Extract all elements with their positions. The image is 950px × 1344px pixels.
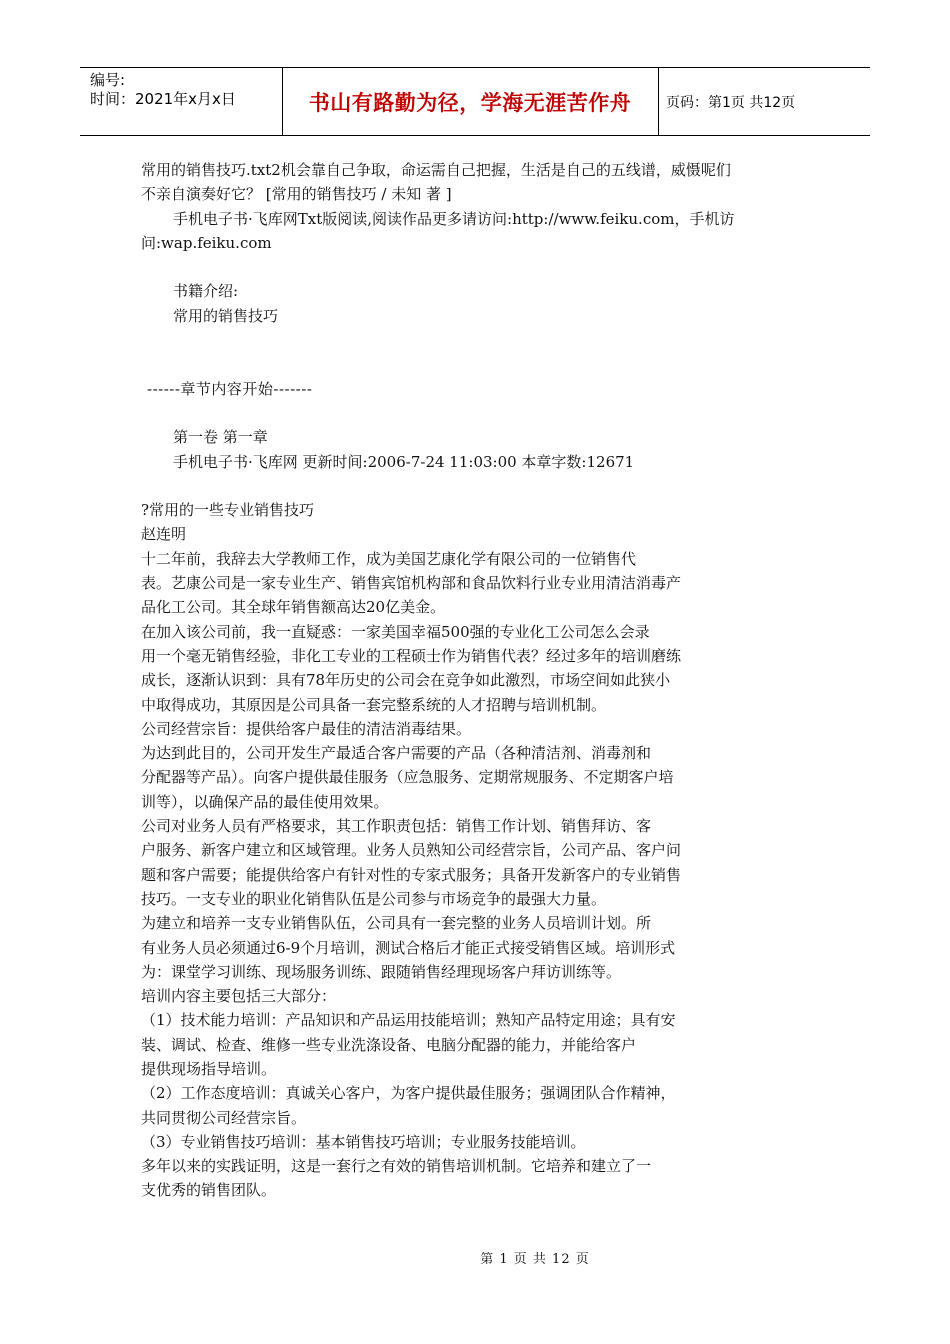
article-line: 有业务人员必须通过6-9个月培训，测试合格后才能正式接受销售区域。培训形式 bbox=[141, 938, 676, 957]
chapter-start-separator: ------章节内容开始------- bbox=[147, 379, 313, 398]
header-motto-cell bbox=[282, 67, 658, 136]
header-divider-right bbox=[658, 67, 659, 136]
footer-page-number: 第 1 页 共 12 页 bbox=[480, 1252, 590, 1267]
article-line: （2）工作态度培训：真诚关心客户，为客户提供最佳服务；强调团队合作精神， bbox=[141, 1084, 676, 1103]
time-label: 时间：2021年x月x日 bbox=[90, 90, 236, 108]
volume-heading: 第一卷 第一章 bbox=[173, 428, 268, 447]
article-line: 在加入该公司前，我一直疑惑：一家美国幸福500强的专业化工公司怎么会录 bbox=[141, 622, 650, 641]
article-line: 共同贯彻公司经营宗旨。 bbox=[141, 1108, 307, 1127]
article-line: 为：课堂学习训练、现场服务训练、跟随销售经理现场客户拜访训练等。 bbox=[141, 962, 622, 981]
article-text bbox=[141, 547, 831, 1203]
article-line: 题和客户需要；能提供给客户有针对性的专家式服务；具备开发新客户的专业销售 bbox=[141, 865, 682, 884]
article-line: 中取得成功，其原因是公司具备一套完整系统的人才招聘与培训机制。 bbox=[141, 695, 607, 714]
book-intro-text: 常用的销售技巧 bbox=[173, 306, 279, 325]
article-line: 公司对业务人员有严格要求，其工作职责包括：销售工作计划、销售拜访、客 bbox=[141, 817, 652, 836]
article-line: 为建立和培养一支专业销售队伍，公司具有一套完整的业务人员培训计划。所 bbox=[141, 914, 652, 933]
article-line: 训等），以确保产品的最佳使用效果。 bbox=[141, 792, 389, 811]
article-line: 装、调试、检查、维修一些专业洗涤设备、电脑分配器的能力，并能给客户 bbox=[141, 1035, 637, 1054]
article-line: 支优秀的销售团队。 bbox=[141, 1181, 277, 1200]
header-page-info: 页码：第1页 共12页 bbox=[666, 94, 796, 111]
article-line: 户服务、新客户建立和区域管理。业务人员熟知公司经营宗旨，公司产品、客户问 bbox=[141, 841, 682, 860]
intro-line-4: 问:wap.feiku.com bbox=[141, 233, 272, 252]
article-line: 技巧。一支专业的职业化销售队伍是公司参与市场竞争的最强大力量。 bbox=[141, 889, 607, 908]
intro-line-1: 常用的销售技巧.txt2机会靠自己争取，命运需自己把握，生活是自己的五线谱，威慑呢们 bbox=[141, 161, 731, 179]
book-intro-label: 书籍介绍: bbox=[173, 282, 239, 301]
article-line: 用一个毫无销售经验，非化工专业的工程硕士作为销售代表？经过多年的培训磨练 bbox=[141, 646, 682, 665]
intro-line-3: 手机电子书·飞库网Txt版阅读,阅读作品更多请访问:http://www.feiku.com，手机访 bbox=[173, 209, 735, 228]
article-author: 赵连明 bbox=[141, 525, 187, 544]
article-line: 成长，逐渐认识到：具有78年历史的公司会在竞争如此激烈，市场空间如此狭小 bbox=[141, 671, 671, 690]
article-title: ?常用的一些专业销售技巧 bbox=[141, 501, 315, 520]
article-line: 公司经营宗旨：提供给客户最佳的清洁消毒结果。 bbox=[141, 719, 472, 738]
article-line: （1）技术能力培训：产品知识和产品运用技能培训；熟知产品特定用途；具有安 bbox=[141, 1011, 676, 1030]
update-info: 手机电子书·飞库网 更新时间:2006-7-24 11:03:00 本章字数:12671 bbox=[173, 452, 635, 471]
article-line: 品化工公司。其全球年销售额高达20亿美金。 bbox=[141, 598, 446, 617]
document-body bbox=[141, 158, 831, 1203]
header-meta bbox=[90, 71, 280, 109]
intro-line-2: 不亲自演奏好它？ [常用的销售技巧 / 未知 著 ] bbox=[141, 185, 452, 204]
article-line: （3）专业销售技巧培训：基本销售技巧培训；专业服务技能培训。 bbox=[141, 1132, 586, 1151]
page-footer bbox=[0, 1248, 950, 1267]
article-line: 为达到此目的，公司开发生产最适合客户需要的产品（各种清洁剂、消毒剂和 bbox=[141, 744, 652, 763]
article-line: 分配器等产品）。向客户提供最佳服务（应急服务、定期常规服务、不定期客户培 bbox=[141, 768, 674, 787]
article-line: 提供现场指导培训。 bbox=[141, 1059, 277, 1078]
article-line: 多年以来的实践证明，这是一套行之有效的销售培训机制。它培养和建立了一 bbox=[141, 1157, 652, 1176]
header-motto: 书山有路勤为径，学海无涯苦作舟 bbox=[308, 90, 632, 115]
article-line: 表。艺康公司是一家专业生产、销售宾馆机构部和食品饮料行业专业用清洁消毒产 bbox=[141, 574, 682, 593]
article-line: 培训内容主要包括三大部分： bbox=[141, 987, 337, 1006]
document-header bbox=[80, 67, 870, 136]
article-line: 十二年前，我辞去大学教师工作，成为美国艺康化学有限公司的一位销售代 bbox=[141, 549, 637, 568]
number-label: 编号: bbox=[90, 71, 126, 89]
